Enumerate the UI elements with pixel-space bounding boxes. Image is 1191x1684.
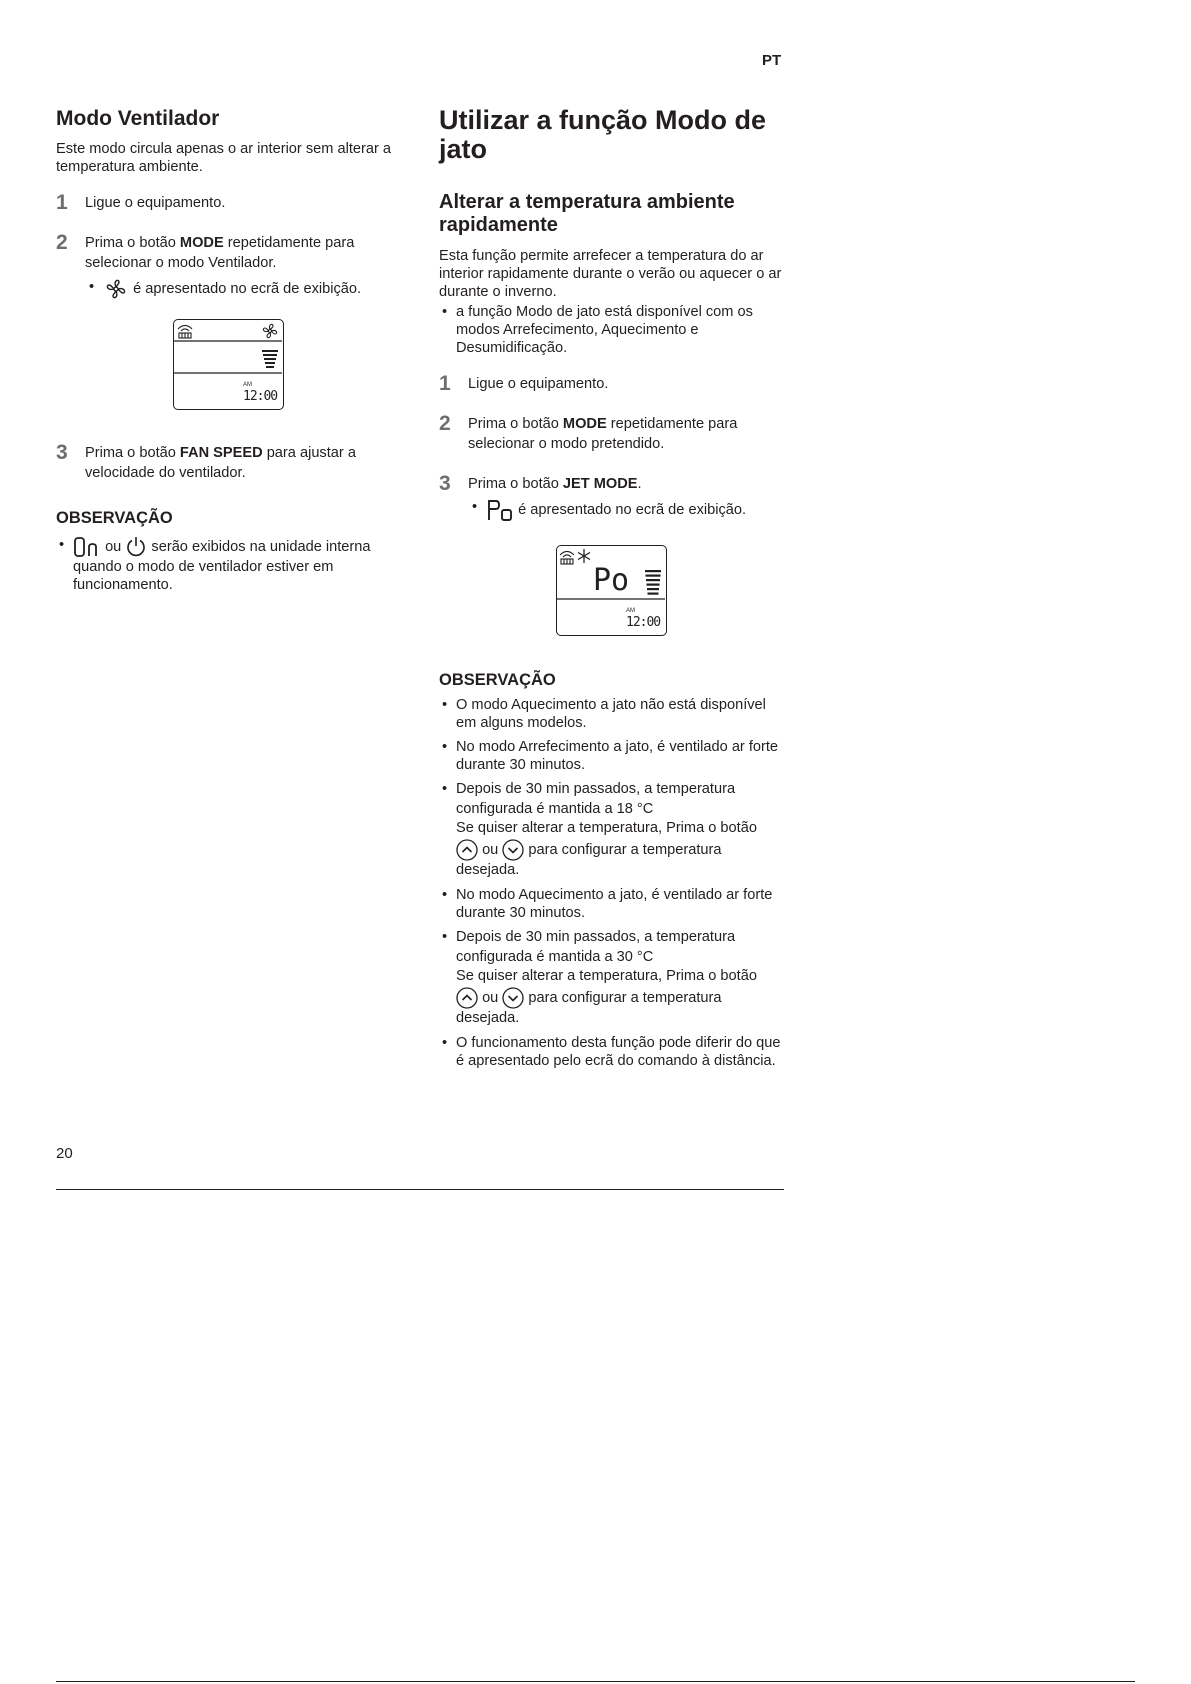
observation-note: • No modo Aquecimento a jato, é ventilado ar forte durante 30 minutos.	[442, 887, 773, 921]
lcd-display-fan-mode	[173, 319, 284, 410]
language-label: PT	[762, 52, 782, 69]
page-number: 20	[56, 1145, 73, 1162]
observation-note: • No modo Arrefecimento a jato, é ventilado ar forte durante 30 minutos.	[442, 739, 779, 773]
step-number: 3	[439, 472, 451, 495]
step-number: 2	[439, 412, 451, 435]
page-title: Utilizar a função Modo de jato	[439, 105, 767, 164]
on-display-icon	[73, 536, 101, 558]
lcd-clock: 12:00	[626, 615, 661, 630]
snowflake-icon	[578, 549, 590, 563]
right-column	[439, 106, 784, 522]
down-arrow-button-icon	[502, 839, 524, 861]
fan-mode-intro: Este modo circula apenas o ar interior sem alterar a temperatura ambiente.	[56, 141, 392, 175]
jet-mode-intro: Esta função permite arrefecer a temperatura do ar interior rapidamente durante o verão ou aquecer o ar durante o inverno.	[439, 248, 782, 300]
step-number: 2	[56, 231, 68, 254]
step-text: Ligue o equipamento.	[468, 376, 609, 392]
lcd-clock: 12:00	[243, 389, 278, 404]
observation-note: • Depois de 30 min passados, a temperatura configurada é mantida a 30 °C Se quiser alterar a temperatura, Prima o botão ou para configurar a temperatura desejada.	[442, 929, 757, 1026]
jet-mode-intro-bullet: • a função Modo de jato está disponível com os modos Arrefecimento, Aquecimento e Desumidificação.	[442, 304, 753, 356]
observation-title: OBSERVAÇÃO	[56, 509, 173, 527]
step-2	[439, 414, 784, 454]
right-observation	[439, 670, 784, 1070]
remote-signal-icon	[178, 326, 192, 339]
step-text: Ligue o equipamento.	[85, 195, 226, 211]
power-icon	[125, 536, 147, 558]
step-number: 1	[439, 372, 451, 395]
step-text: Prima o botão MODE repetidamente para selecionar o modo Ventilador.	[85, 235, 355, 271]
left-column-lower	[56, 443, 401, 594]
step-text: Prima o botão JET MODE.	[468, 476, 642, 492]
subsection-title: Alterar a temperatura ambiente rapidamente	[439, 191, 735, 236]
step-3	[439, 474, 784, 494]
fan-speed-bars-icon	[645, 570, 661, 595]
step-number: 1	[56, 191, 68, 214]
fan-icon	[103, 278, 129, 300]
observation-note: • O funcionamento desta função pode diferir do que é apresentado pelo ecrã do comando à distância.	[442, 1035, 781, 1069]
observation-title: OBSERVAÇÃO	[439, 671, 556, 689]
step-3	[56, 443, 401, 483]
left-column	[56, 106, 401, 300]
step-1	[56, 193, 401, 213]
down-arrow-button-icon	[502, 987, 524, 1009]
footer-divider	[56, 1189, 784, 1190]
lcd-am-label: AM	[243, 382, 252, 388]
page-bottom-divider	[56, 1681, 1135, 1682]
remote-signal-icon	[560, 552, 574, 565]
fan-icon	[263, 324, 276, 337]
lcd-jet-indicator: Po	[593, 563, 630, 598]
step-3-bullet: • é apresentado no ecrã de exibição.	[469, 498, 784, 522]
observation-bullet: • ou serão exibidos na unidade interna quando o modo de ventilador estiver em funcionamento.	[59, 537, 371, 593]
up-arrow-button-icon	[456, 987, 478, 1009]
po-display-icon	[486, 498, 514, 522]
step-text: Prima o botão MODE repetidamente para selecionar o modo pretendido.	[468, 416, 738, 452]
observation-note: • O modo Aquecimento a jato não está disponível em alguns modelos.	[442, 697, 766, 731]
up-arrow-button-icon	[456, 839, 478, 861]
fan-speed-bars-icon	[262, 350, 278, 368]
step-number: 3	[56, 441, 68, 464]
section-title-fan-mode: Modo Ventilador	[56, 107, 220, 130]
lcd-display-jet-mode	[556, 545, 667, 636]
step-text: Prima o botão FAN SPEED para ajustar a velocidade do ventilador.	[85, 445, 356, 481]
step-2-bullet: • é apresentado no ecrã de exibição.	[86, 278, 401, 300]
observation-note: • Depois de 30 min passados, a temperatura configurada é mantida a 18 °C Se quiser alterar a temperatura, Prima o botão ou para configurar a temperatura desejada.	[442, 781, 757, 878]
lcd-am-label: AM	[626, 608, 635, 614]
step-2	[56, 233, 401, 273]
step-1	[439, 374, 784, 394]
